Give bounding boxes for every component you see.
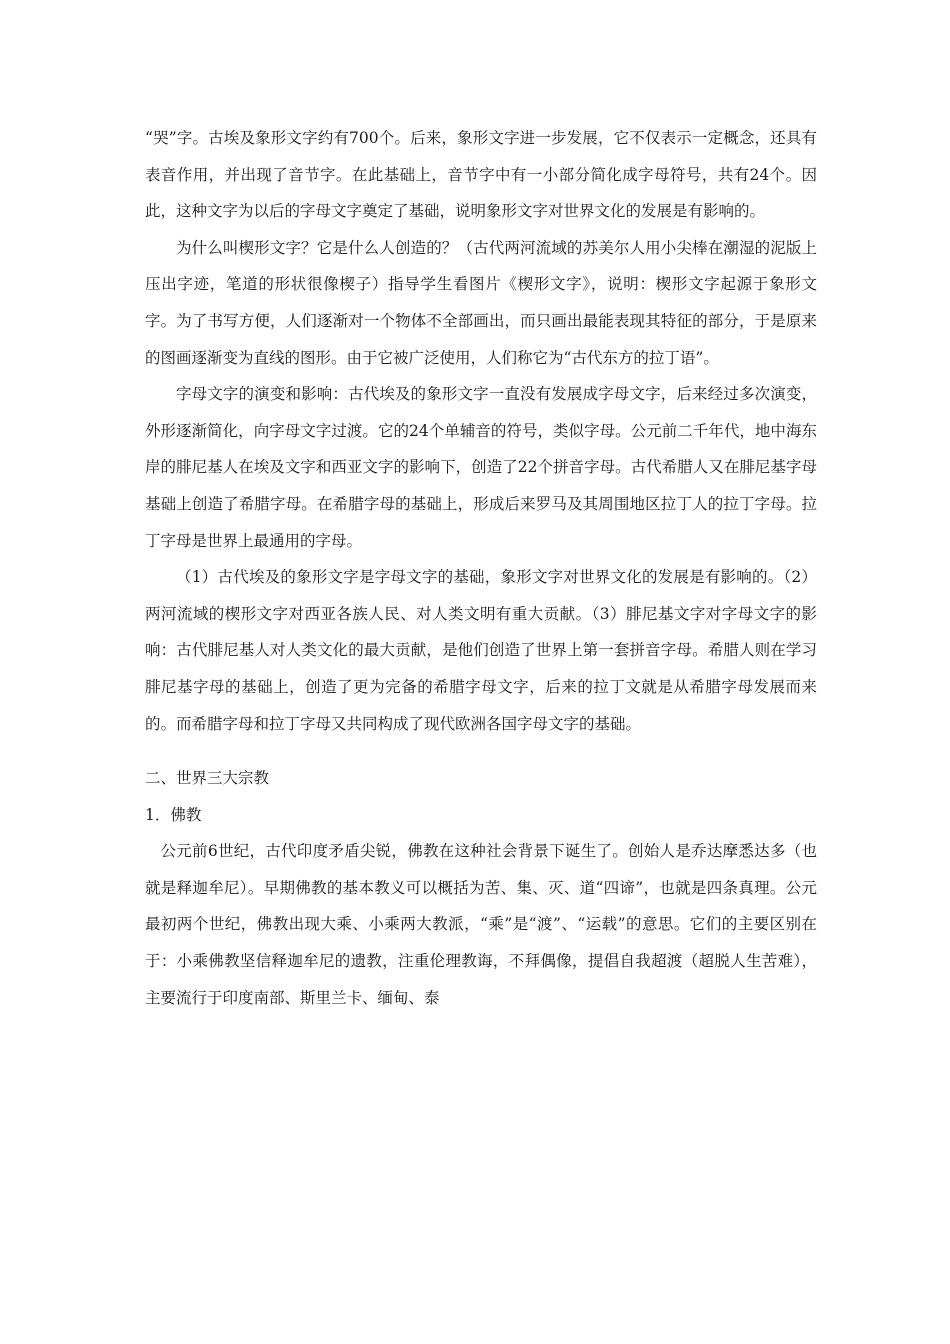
paragraph-hieroglyph-development: “哭”字。古埃及象形文字约有700个。后来，象形文字进一步发展，它不仅表示一定概念，还具有表音作用，并出现了音节字。在此基础上，音节字中有一小部分简化成字母符号，共有24个。因此，这种文字为以后的字母文字奠定了基础，说明象形文字对世界文化的发展是有影响的。 xyxy=(145,129,817,221)
paragraph-summary-points: （1）古代埃及的象形文字是字母文字的基础，象形文字对世界文化的发展是有影响的。（2）两河流域的楔形文字对西亚各族人民、对人类文明有重大贡献。（3）腓尼基文字对字母文字的影响：古代腓尼基人对人类文化的最大贡献，是他们创造了世界上第一套拼音字母。希腊人则在学习腓尼基字母的基础上，创造了更为完备的希腊字母文字，后来的拉丁文就是从希腊字母发展而来的。而希腊字母和拉丁字母又共同构成了现代欧洲各国字母文字的基础。 xyxy=(145,568,817,733)
section-heading-religions: 二、世界三大宗教 xyxy=(145,769,270,788)
paragraph-cuneiform: 为什么叫楔形文字？它是什么人创造的？（古代两河流域的苏美尔人用小尖棒在潮湿的泥版上压出字迹，笔道的形状很像楔子）指导学生看图片《楔形文字》，说明：楔形文字起源于象形文字。为了书写方便，人们逐渐对一个物体不全部画出，而只画出最能表现其特征的部分，于是原来的图画逐渐变为直线的图形。由于它被广泛使用，人们称它为“古代东方的拉丁语”。 xyxy=(145,238,817,367)
subsection-heading-buddhism: 1．佛教 xyxy=(145,805,202,824)
paragraph-alphabet-evolution: 字母文字的演变和影响：古代埃及的象形文字一直没有发展成字母文字，后来经过多次演变，外形逐渐简化，向字母文字过渡。它的24个单辅音的符号，类似字母。公元前二千年代，地中海东岸的腓尼基人在埃及文字和西亚文字的影响下，创造了22个拼音字母。古代希腊人又在腓尼基字母基础上创造了希腊字母。在希腊字母的基础上，形成后来罗马及其周围地区拉丁人的拉丁字母。拉丁字母是世界上最通用的字母。 xyxy=(145,385,817,550)
paragraph-buddhism: 公元前6世纪，古代印度矛盾尖锐，佛教在这种社会背景下诞生了。创始人是乔达摩悉达多（也就是释迦牟尼）。早期佛教的基本教义可以概括为苦、集、灭、道“四谛”，也就是四条真理。公元最初两个世纪，佛教出现大乘、小乘两大教派，“乘”是“渡”、“运载”的意思。它们的主要区别在于：小乘佛教坚信释迦牟尼的遗教，注重伦理教诲，不拜偶像，提倡自我超渡（超脱人生苦难），主要流行于印度南部、斯里兰卡、缅甸、泰 xyxy=(145,842,817,1007)
section-gap xyxy=(145,742,817,760)
document-body xyxy=(145,120,817,1016)
